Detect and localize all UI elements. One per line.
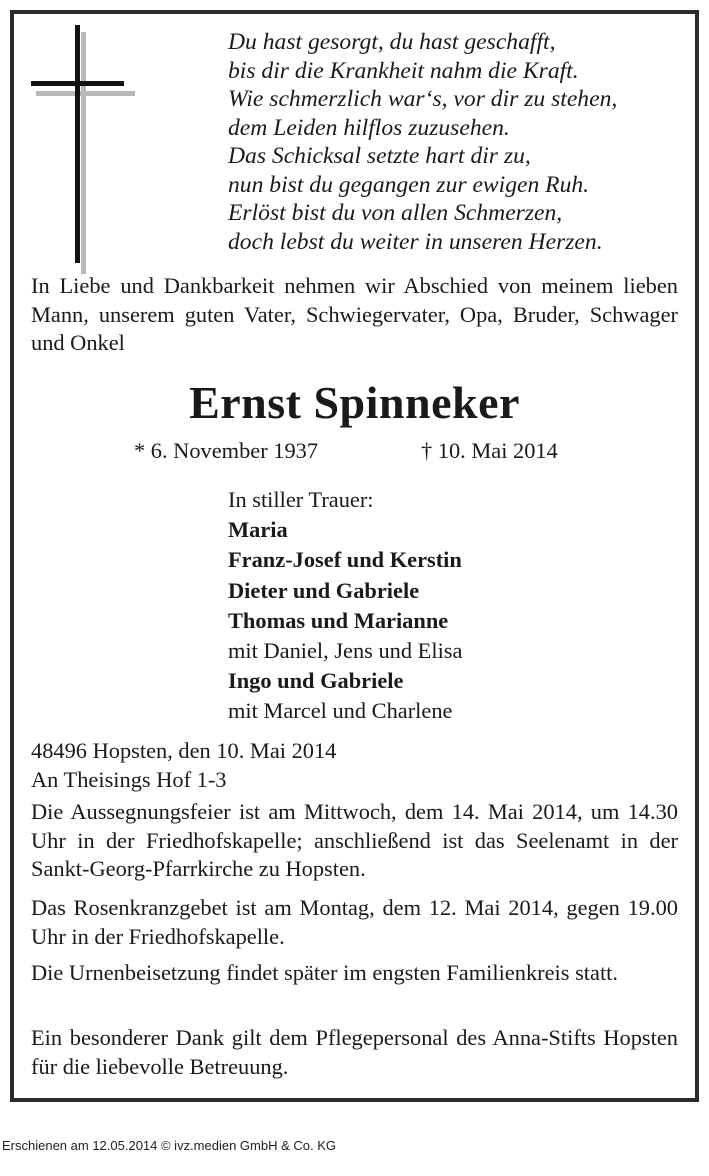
notice-paper bbox=[14, 14, 695, 1098]
mourners-list bbox=[228, 485, 462, 727]
poem-line: nun bist du gegangen zur ewigen Ruh. bbox=[228, 171, 590, 198]
poem-line: bis dir die Krankheit nahm die Kraft. bbox=[228, 57, 579, 84]
mourner-line: mit Daniel, Jens und Elisa bbox=[228, 638, 463, 664]
cross-icon bbox=[14, 14, 154, 284]
thanks-note: Ein besonderer Dank gilt dem Pflegepersonal des Anna-Stifts Hopsten für die liebevolle Betreuung. bbox=[31, 1025, 678, 1079]
poem-line: Das Schicksal setzte hart dir zu, bbox=[228, 143, 531, 169]
mourners-heading: In stiller Trauer: bbox=[228, 487, 374, 512]
place-date: 48496 Hopsten, den 10. Mai 2014 bbox=[31, 738, 337, 763]
birth-date: * 6. November 1937 bbox=[134, 438, 319, 463]
publication-footer: Erschienen am 12.05.2014 © ivz.medien GmbH & Co. KG bbox=[2, 1138, 337, 1153]
poem bbox=[228, 28, 688, 256]
funeral-info: Die Aussegnungsfeier ist am Mittwoch, dem 14. Mai 2014, um 14.30 Uhr in der Friedhofskapelle; anschließend ist das Seelenamt in der Sankt-Georg-Pfarrkirche zu Hopsten. bbox=[31, 799, 678, 882]
mourner-line: Maria bbox=[228, 517, 288, 543]
place-address bbox=[31, 737, 678, 794]
poem-line: Du hast gesorgt, du hast geschafft, bbox=[228, 29, 556, 55]
rosary-info: Das Rosenkranzgebet ist am Montag, dem 12. Mai 2014, gegen 19.00 Uhr in der Friedhofskapelle. bbox=[31, 895, 678, 949]
poem-line: Erlöst bist du von allen Schmerzen, bbox=[228, 200, 563, 226]
intro-text: In Liebe und Dankbarkeit nehmen wir Abschied von meinem lieben Mann, unserem guten Vater, Schwiegervater, Opa, Bruder, Schwager und Onkel bbox=[31, 273, 678, 356]
mourner-line: Thomas und Marianne bbox=[228, 607, 449, 633]
address: An Theisings Hof 1-3 bbox=[31, 766, 227, 792]
mourner-line: Ingo und Gabriele bbox=[228, 668, 404, 694]
death-date: † 10. Mai 2014 bbox=[421, 438, 558, 463]
obituary-notice bbox=[10, 10, 699, 1102]
poem-line: dem Leiden hilflos zuzusehen. bbox=[228, 114, 510, 141]
poem-line: doch lebst du weiter in unseren Herzen. bbox=[228, 228, 603, 255]
poem-line: Wie schmerzlich war‘s, vor dir zu stehen, bbox=[228, 86, 618, 112]
urn-burial-info: Die Urnenbeisetzung findet später im engsten Familienkreis statt. bbox=[31, 960, 618, 985]
deceased-name: Ernst Spinneker bbox=[189, 377, 520, 428]
mourner-line: Dieter und Gabriele bbox=[228, 577, 420, 603]
mourner-line: mit Marcel und Charlene bbox=[228, 698, 453, 724]
mourner-line: Franz-Josef und Kerstin bbox=[228, 547, 462, 573]
